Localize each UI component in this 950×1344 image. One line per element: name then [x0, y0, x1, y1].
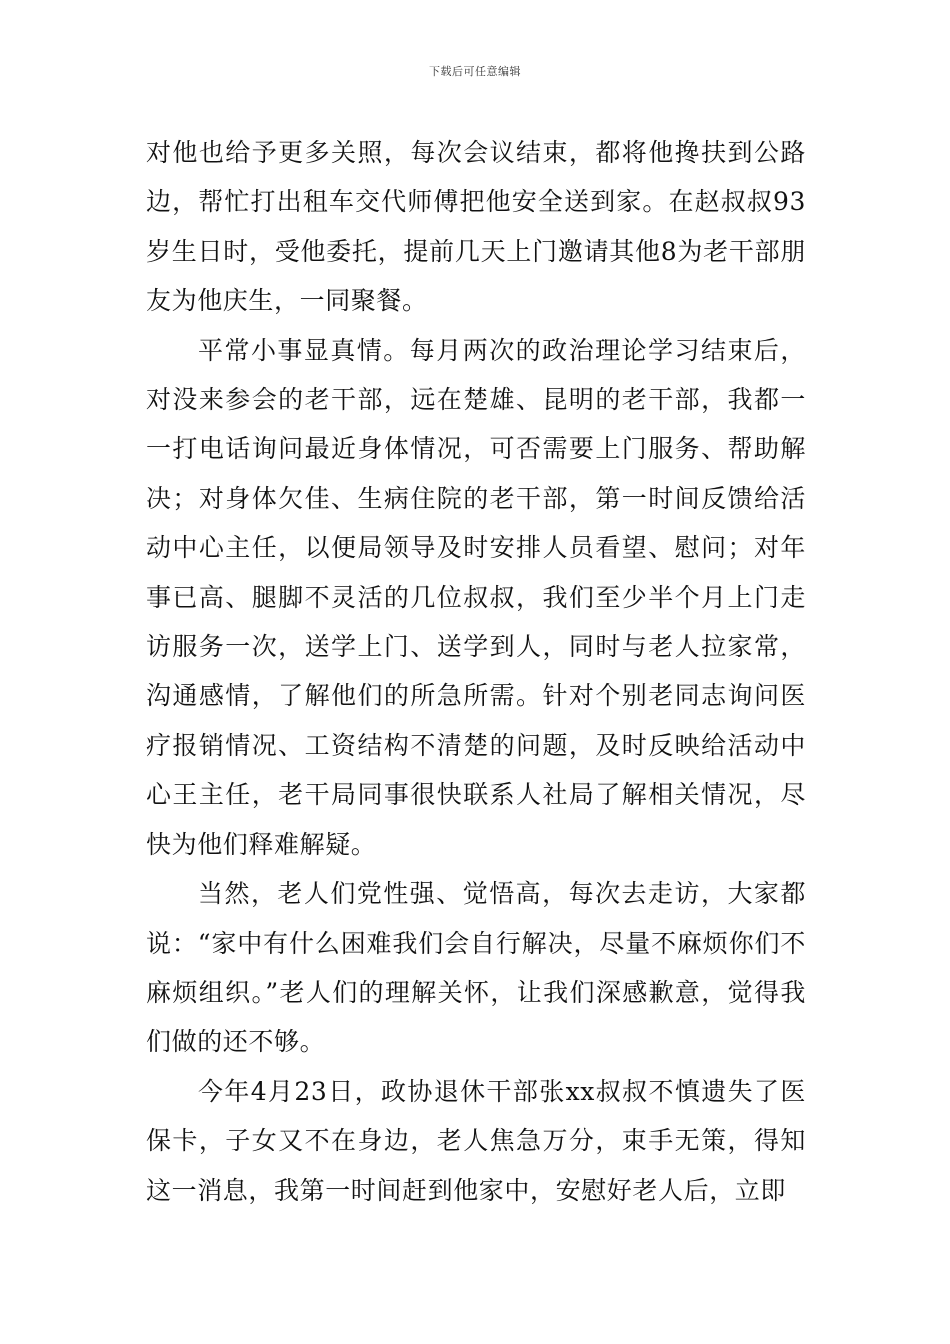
page-header: 下载后可任意编辑 — [429, 65, 521, 78]
paragraph: 对他也给予更多关照，每次会议结束，都将他搀扶到公路边，帮忙打出租车交代师傅把他安全送到家。在赵叔叔93岁生日时，受他委托，提前几天上门邀请其他8为老干部朋友为他庆生，一同聚餐。 — [146, 138, 806, 316]
paragraph: 今年4月23日，政协退休干部张xx叔叔不慎遗失了医保卡，子女又不在身边，老人焦急万分，束手无策，得知这一消息，我第一时间赶到他家中，安慰好老人后，立即 — [146, 1076, 806, 1205]
document-body — [146, 128, 806, 1215]
paragraph: 平常小事显真情。每月两次的政治理论学习结束后，对没来参会的老干部，远在楚雄、昆明的老干部，我都一一打电话询问最近身体情况，可否需要上门服务、帮助解决；对身体欠佳、生病住院的老干部，第一时间反馈给活动中心主任，以便局领导及时安排人员看望、慰问；对年事已高、腿脚不灵活的几位叔叔，我们至少半个月上门走访服务一次，送学上门、送学到人，同时与老人拉家常，沟通感情，了解他们的所急所需。针对个别老同志询问医疗报销情况、工资结构不清楚的问题，及时反映给活动中心王主任，老干局同事很快联系人社局了解相关情况，尽快为他们释难解疑。 — [146, 335, 806, 859]
paragraph: 当然，老人们党性强、觉悟高，每次去走访，大家都说：“家中有什么困难我们会自行解决，尽量不麻烦你们不麻烦组织。”老人们的理解关怀，让我们深感歉意，觉得我们做的还不够。 — [146, 879, 806, 1057]
